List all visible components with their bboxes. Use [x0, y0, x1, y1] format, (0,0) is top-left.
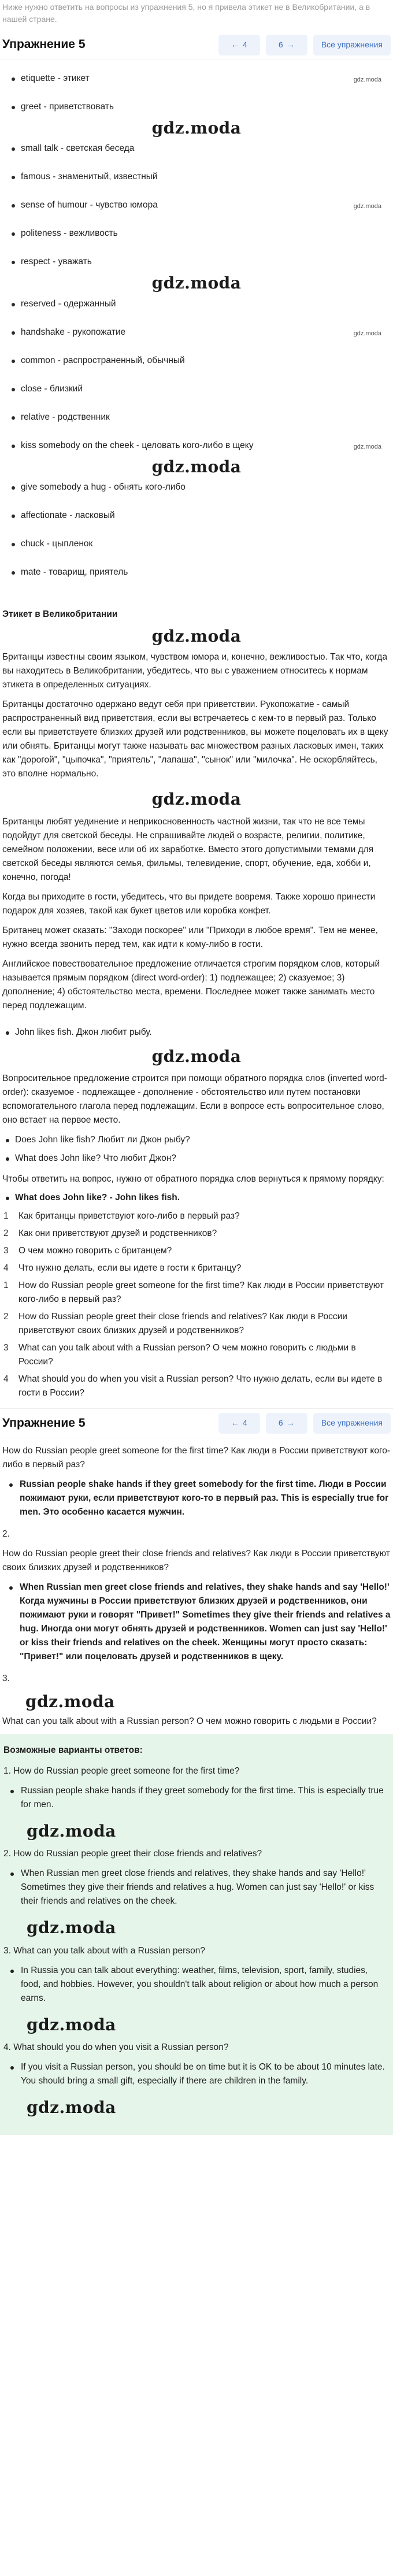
vocab-text: mate - товарищ, приятель	[21, 567, 128, 578]
vocab-text: small talk - светская беседа	[21, 143, 135, 154]
vocab-text: greet - приветствовать	[21, 102, 114, 112]
question: How do Russian people greet their close friends and relatives? Как люди в России приветствуют своих близких друзей и родственников?	[2, 1549, 390, 1573]
vocab-text: respect - уважать	[21, 257, 92, 267]
numbered-item	[2, 1279, 391, 1306]
item-text: What should you do when you visit a Russian person? Что нужно делать, если вы идете в гости в России?	[18, 1374, 383, 1398]
prev-exercise-button[interactable]	[218, 35, 260, 55]
vocab-item	[9, 530, 384, 558]
next-exercise-button[interactable]	[266, 1413, 307, 1434]
example-sentence: John likes fish. Джон любит рыбу.	[2, 1026, 391, 1039]
item-text: How do Russian people greet their close friends and relatives? Как люди в России приветствуют своих близких друзей и родственников?	[18, 1311, 347, 1335]
prev-exercise-label: 4	[242, 1418, 247, 1428]
grammar-answer-rule: Чтобы ответить на вопрос, нужно от обратного порядка слов вернуться к прямому порядку:	[2, 1174, 384, 1184]
item-number: 1	[3, 1211, 9, 1221]
answer-question: 2. How do Russian people greet their close friends and relatives?	[3, 1849, 262, 1859]
vocab-text: politeness - вежливость	[21, 228, 118, 239]
text-paragraph-2: Британцы достаточно одержано ведут себя при приветствии. Рукопожатие - самый распространенный вид приветствия, если вы встречаетесь с кем-то в первый раз. Только если вы приветствуете близких друзей или родственников, вы можете поцеловать их в щеку или обнять. Британцы могут также называть вас множеством разных ласковых имен, таких как "дорогой", "цыпочка", "приятель", "лапаша", "сынок" или "милочка". Не оскорбляйтесь, это вполне нормально.	[2, 699, 388, 779]
vocab-text: etiquette - этикет	[21, 73, 90, 83]
watermark: gdz.moda	[151, 273, 242, 293]
answers-box	[0, 1734, 393, 2135]
vocab-item	[9, 135, 384, 163]
item-number: 3	[3, 1245, 9, 1256]
vocab-text: famous - знаменитый, известный	[21, 172, 158, 182]
watermark: gdz.moda	[25, 1692, 115, 1712]
item-text: What can you talk about with a Russian person? О чем можно говорить с людьми в России?	[18, 1342, 356, 1367]
item-number: 4	[3, 1374, 9, 1384]
vocab-text: relative - родственник	[21, 412, 110, 422]
small-watermark: gdz.moda	[353, 443, 381, 450]
vocab-item	[9, 93, 384, 121]
answer-question: 3. What can you talk about with a Russian person?	[3, 1945, 205, 1956]
vocab-text: sense of humour - чувство юмора	[21, 200, 158, 210]
top-note: Ниже нужно ответить на вопросы из упражнения 5, но я привела этикет не в Великобритании, а в нашей стране.	[2, 2, 370, 24]
question-number: 3.	[2, 1674, 10, 1684]
numbered-item	[2, 1209, 391, 1223]
prev-exercise-label: 4	[242, 39, 247, 49]
answers-label: Возможные варианты ответов:	[3, 1745, 143, 1755]
item-number: 2	[3, 1311, 9, 1322]
small-watermark: gdz.moda	[353, 203, 381, 210]
prev-exercise-button[interactable]	[218, 1413, 260, 1434]
example-sentence: What does John like? Что любит Джон?	[2, 1152, 391, 1165]
vocab-item	[9, 375, 384, 404]
numbered-item	[2, 1244, 391, 1258]
vocab-item	[9, 432, 384, 460]
next-exercise-label: 6	[278, 39, 283, 49]
watermark: gdz.moda	[151, 119, 242, 138]
arrow-left-icon: ←	[231, 1418, 239, 1428]
answer-question: 4. What should you do when you visit a Russian person?	[3, 2042, 229, 2053]
vocabulary-list	[0, 60, 393, 594]
answer-text: If you visit a Russian person, you should be on time but it is OK to be about 10 minutes late. You should bring a small gift, especially if there are children in the family.	[3, 2060, 390, 2088]
watermark: gdz.moda	[27, 2098, 116, 2118]
item-number: 4	[3, 1263, 9, 1273]
watermark: gdz.moda	[27, 2015, 116, 2034]
vocab-item	[9, 473, 384, 502]
exercise-title: Упражнение 5	[2, 38, 86, 51]
all-exercises-button[interactable]: Все упражнения	[313, 35, 391, 55]
next-exercise-button[interactable]	[266, 35, 307, 55]
small-watermark: gdz.moda	[353, 330, 381, 337]
exercise-title: Упражнение 5	[2, 1416, 86, 1430]
exercise-header	[0, 30, 393, 60]
vocab-text: common - распространенный, обычный	[21, 355, 185, 365]
vocab-item	[9, 191, 384, 220]
answer-text: Russian people shake hands if they greet somebody for the first time. This is especially true for men.	[3, 1784, 390, 1812]
watermark: gdz.moda	[151, 457, 242, 476]
qa-section	[0, 1438, 393, 1729]
exercise-nav	[218, 35, 391, 55]
next-exercise-label: 6	[278, 1418, 283, 1428]
example-sentence: What does John like? - John likes fish.	[2, 1191, 391, 1205]
etiquette-text	[0, 608, 393, 1013]
numbered-list	[2, 1209, 391, 1400]
text-heading: Этикет в Великобритании	[2, 609, 118, 620]
vocab-item	[9, 163, 384, 191]
vocab-item	[9, 404, 384, 432]
exercise-header	[0, 1408, 393, 1438]
text-paragraph-4: Когда вы приходите в гости, убедитесь, что вы придете вовремя. Также хорошо принести подарок для хозяев, такой как букет цветов или коробка конфет.	[2, 892, 376, 916]
grammar-question-rule: Вопросительное предложение строится при помощи обратного порядка слов (inverted word-order): сказуемое - подлежащее - дополнение - обстоятельство или путем постановки вспомогательного глагола перед подлежащим. Если в вопросе есть вопросительное слово, оно встает на первое место.	[2, 1073, 387, 1125]
numbered-item	[2, 1341, 391, 1369]
example-sentence: Does John like fish? Любит ли Джон рыбу?	[2, 1133, 391, 1147]
vocab-item	[9, 290, 384, 319]
vocab-text: chuck - цыпленок	[21, 539, 93, 549]
item-text: О чем можно говорить с британцем?	[18, 1245, 172, 1256]
watermark: gdz.moda	[151, 789, 242, 809]
answer: Russian people shake hands if they greet somebody for the first time. Люди в России пожимают руки, если приветствуют кого-то в первый раз. This is especially true for men. Это особенно касается мужчин.	[2, 1478, 391, 1519]
item-number: 3	[3, 1342, 9, 1353]
vocab-text: close - близкий	[21, 383, 83, 394]
vocab-text: kiss somebody on the cheek - целовать кого-либо в щеку	[21, 440, 254, 450]
vocab-text: affectionate - ласковый	[21, 510, 115, 521]
numbered-item	[2, 1310, 391, 1338]
answer: When Russian men greet close friends and relatives, they shake hands and say 'Hello!' Когда мужчины в России приветствуют близких друзей и родственников, они пожимают руки и говорят "Привет!" Sometimes they give their friends and relatives a hug. Иногда они могут обнять друзей и родственников. Women can just say 'Hello!' or kiss their friends and relatives on the cheek. Женщины могут просто сказать: "Привет!" или поцеловать друзей и родственников в щеку.	[2, 1581, 391, 1664]
numbered-item	[2, 1227, 391, 1241]
answer-question: 1. How do Russian people greet someone for the first time?	[3, 1766, 240, 1776]
arrow-left-icon: ←	[231, 39, 239, 49]
item-text: Что нужно делать, если вы идете в гости к британцу?	[18, 1263, 242, 1273]
text-paragraph-3: Британцы любят уединение и неприкосновенность частной жизни, так что не все темы подойдут для светской беседы. Не спрашивайте людей о возрасте, религии, политике, семейном положении, весе или об их заработке. Вместо этого допустимыми темами для светской беседы являются семья, фильмы, телевидение, спорт, обучение, еда, хобби и, конечно, погода!	[2, 817, 374, 883]
watermark: gdz.moda	[27, 1918, 116, 1938]
vocab-item	[9, 347, 384, 375]
text-paragraph-5: Британец может сказать: "Заходи поскорее" или "Приходи в любое время". Тем не менее, нужно всегда звонить перед тем, как идти к кому-либо в гости.	[2, 926, 378, 950]
text-paragraph-1: Британцы известны своим языком, чувством юмора и, конечно, вежливостью. Так что, когда вы находитесь в Великобритании, убедитесь, что вы с уважением относитесь к нормам этикета в определенных ситуациях.	[2, 652, 388, 690]
all-exercises-button[interactable]: Все упражнения	[313, 1413, 391, 1434]
answer-text: When Russian men greet close friends and relatives, they shake hands and say 'Hello!' Sometimes they give their friends and relatives a hug. Women can just say 'Hello!' or kiss their friends and relatives on the cheek.	[3, 1867, 390, 1908]
arrow-right-icon: →	[286, 39, 295, 49]
answers-list	[3, 1764, 390, 2120]
watermark: gdz.moda	[151, 627, 242, 646]
vocab-item	[9, 220, 384, 248]
watermark: gdz.moda	[27, 1821, 116, 1841]
vocab-text: reserved - одержанный	[21, 298, 116, 309]
vocab-item	[9, 65, 384, 93]
question: How do Russian people greet someone for the first time? Как люди в России приветствуют кого-либо в первый раз?	[2, 1446, 391, 1470]
item-text: Как они приветствуют друзей и родственников?	[18, 1228, 217, 1238]
small-watermark: gdz.moda	[353, 76, 381, 83]
watermark: gdz.moda	[151, 1047, 242, 1067]
exercise-nav	[218, 1413, 391, 1434]
item-number: 2	[3, 1228, 9, 1238]
answer-text: In Russia you can talk about everything: weather, films, television, sport, family, studies, food, and hobbies. However, you shouldn't talk about religion or about how much a person earns.	[3, 1964, 390, 2005]
question-number: 2.	[2, 1529, 10, 1539]
numbered-item	[2, 1372, 391, 1400]
item-text: Как британцы приветствуют кого-либо в первый раз?	[18, 1211, 240, 1221]
item-number: 1	[3, 1280, 9, 1290]
vocab-text: handshake - рукопожатие	[21, 327, 126, 337]
numbered-item	[2, 1261, 391, 1275]
text-paragraph-6: Английское повествовательное предложение отличается строгим порядком слов, который называется прямым порядком (direct word-order): 1) подлежащее; 2) сказуемое; 3) дополнение; 4) обстоятельство места, времени. Последнее может также занимать место перед подлежащим.	[2, 959, 380, 1011]
question: What can you talk about with a Russian person? О чем можно говорить с людьми в России?	[2, 1716, 377, 1726]
grammar-examples	[0, 1019, 393, 1408]
vocab-item	[9, 319, 384, 347]
item-text: How do Russian people greet someone for the first time? Как люди в России приветствуют кого-либо в первый раз?	[18, 1280, 384, 1304]
arrow-right-icon: →	[286, 1418, 295, 1428]
vocab-item	[9, 558, 384, 587]
vocab-item	[9, 502, 384, 530]
vocab-item	[9, 248, 384, 276]
vocab-text: give somebody a hug - обнять кого-либо	[21, 482, 186, 493]
